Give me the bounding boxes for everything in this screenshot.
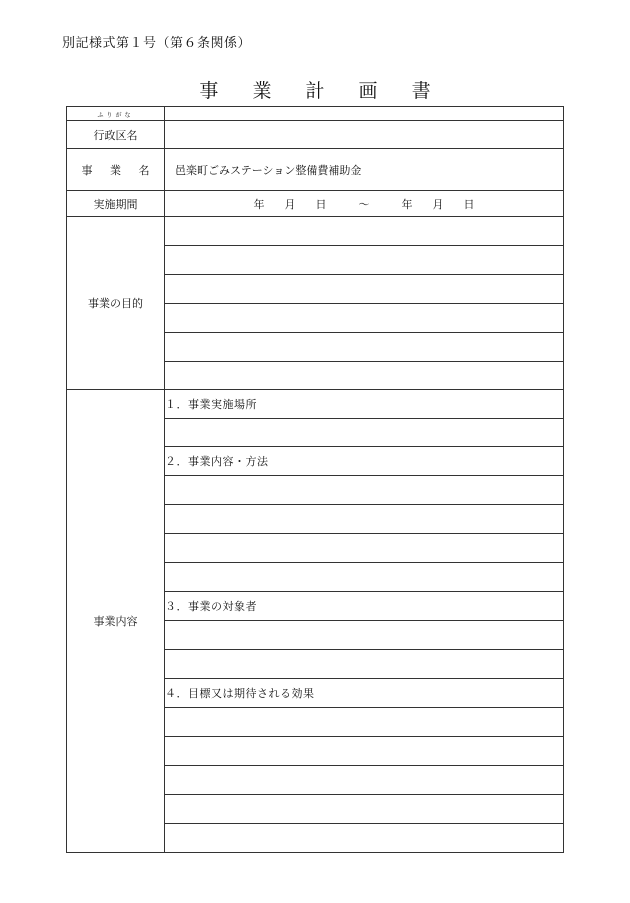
purpose-line[interactable] [165, 304, 564, 333]
content-line[interactable] [165, 505, 564, 534]
furigana-label-cell [67, 107, 165, 121]
purpose-line[interactable] [165, 217, 564, 246]
period-row [67, 191, 564, 217]
period-label: 実施期間 [67, 191, 165, 217]
form-reference: 別記様式第１号（第６条関係） [62, 36, 252, 51]
end-year-unit: 年 [401, 197, 413, 211]
section-location-heading[interactable]: １．事業実施場所 [165, 390, 564, 419]
content-line[interactable] [165, 650, 564, 679]
admin-district-input[interactable] [165, 121, 564, 149]
document-title: 事 業 計 画 書 [199, 80, 445, 102]
start-day-unit: 日 [315, 197, 327, 211]
period-tilde: ～ [358, 197, 370, 211]
content-line[interactable] [165, 419, 564, 447]
purpose-row [67, 217, 564, 246]
period-input[interactable] [165, 191, 564, 217]
end-month-unit: 月 [432, 197, 444, 211]
section-target-heading[interactable]: ３．事業の対象者 [165, 592, 564, 621]
start-month-unit: 月 [284, 197, 296, 211]
content-line[interactable] [165, 708, 564, 737]
section-method-heading[interactable]: ２．事業内容・方法 [165, 447, 564, 476]
furigana-row [67, 107, 564, 121]
end-day-unit: 日 [463, 197, 475, 211]
content-label: 事業内容 [67, 390, 165, 853]
purpose-label: 事業の目的 [67, 217, 165, 390]
content-line[interactable] [165, 534, 564, 563]
section-goal-heading[interactable]: ４．目標又は期待される効果 [165, 679, 564, 708]
content-line[interactable] [165, 621, 564, 650]
start-year-unit: 年 [253, 197, 265, 211]
content-line[interactable] [165, 824, 564, 853]
content-line[interactable] [165, 737, 564, 766]
purpose-line[interactable] [165, 275, 564, 304]
admin-district-label: 行政区名 [67, 121, 165, 149]
purpose-line[interactable] [165, 362, 564, 390]
purpose-line[interactable] [165, 333, 564, 362]
purpose-line[interactable] [165, 246, 564, 275]
project-name-label: 事 業 名 [81, 163, 157, 177]
content-line[interactable] [165, 563, 564, 592]
content-row [67, 390, 564, 419]
content-line[interactable] [165, 795, 564, 824]
project-name-value[interactable]: 邑楽町ごみステーション整備費補助金 [165, 149, 564, 191]
furigana-input[interactable] [165, 107, 564, 121]
furigana-label: ふりがな [97, 112, 134, 119]
plan-form-table [66, 106, 564, 853]
content-line[interactable] [165, 766, 564, 795]
project-name-label-cell [67, 149, 165, 191]
project-name-row [67, 149, 564, 191]
content-line[interactable] [165, 476, 564, 505]
admin-district-row [67, 121, 564, 149]
